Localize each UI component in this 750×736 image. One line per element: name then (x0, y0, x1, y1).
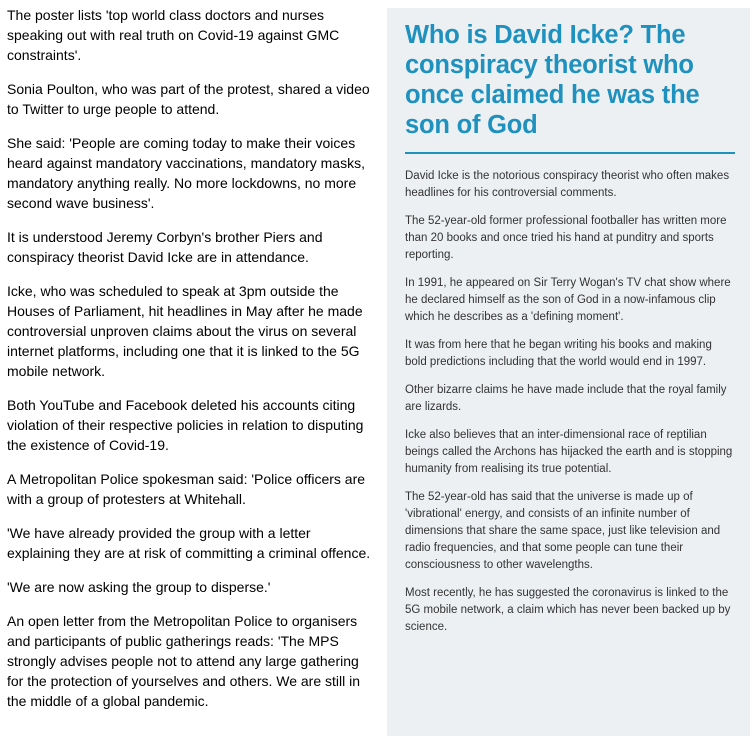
article-paragraph: Icke, who was scheduled to speak at 3pm outside the Houses of Parliament, hit headlines in May after he made controversial unproven claims about the virus on several internet platforms, including one that it is linked to the 5G mobile network. (7, 283, 363, 379)
article-paragraph: 'We have already provided the group with a letter explaining they are at risk of committing a criminal offence. (7, 525, 371, 561)
article-paragraph: The poster lists 'top world class doctors and nurses speaking out with real truth on Covid-19 against GMC constraints'. (7, 7, 340, 63)
article-paragraph: Sonia Poulton, who was part of the protest, shared a video to Twitter to urge people to attend. (7, 81, 370, 117)
article-paragraph: An open letter from the Metropolitan Police to organisers and participants of public gatherings reads: 'The MPS strongly advises people not to attend any large gathering for the protection of yourselves and others. We are still in the middle of a global pandemic. (7, 613, 361, 709)
factbox-paragraph: The 52-year-old has said that the universe is made up of 'vibrational' energy, and consists of an infinite number of dimensions that share the same space, just like television and radio frequencies, and that some people can tune their consciousness to other wavelengths. (405, 491, 721, 571)
factbox-paragraph: Most recently, he has suggested the coronavirus is linked to the 5G mobile network, a claim which has never been backed up by science. (405, 587, 731, 633)
factbox-paragraph: Icke also believes that an inter-dimensional race of reptilian beings called the Archons has hijacked the earth and is stopping humanity from realising its true potential. (405, 429, 733, 475)
factbox-paragraph: It was from here that he began writing his books and making bold predictions including that the world would end in 1997. (405, 339, 712, 368)
factbox (387, 8, 750, 736)
article-paragraph: She said: 'People are coming today to make their voices heard against mandatory vaccinations, mandatory masks, mandatory anything really. No more lockdowns, no more second wave business'. (7, 135, 365, 211)
factbox-title: Who is David Icke? The conspiracy theorist who once claimed he was the son of God (405, 21, 700, 139)
article-paragraph: Both YouTube and Facebook deleted his accounts citing violation of their respective policies in relation to disputing the existence of Covid-19. (7, 397, 364, 453)
factbox-paragraph: The 52-year-old former professional footballer has written more than 20 books and once tried his hand at punditry and sports reporting. (405, 215, 727, 261)
factbox-divider (405, 152, 735, 154)
factbox-paragraph: Other bizarre claims he have made include that the royal family are lizards. (405, 384, 727, 413)
article-paragraph: 'We are now asking the group to disperse.' (7, 579, 271, 595)
article-paragraph: It is understood Jeremy Corbyn's brother Piers and conspiracy theorist David Icke are in attendance. (7, 229, 323, 265)
article-body (7, 5, 377, 725)
article-paragraph: A Metropolitan Police spokesman said: 'Police officers are with a group of protesters at Whitehall. (7, 471, 366, 507)
factbox-paragraph: David Icke is the notorious conspiracy theorist who often makes headlines for his controversial comments. (405, 170, 730, 199)
factbox-paragraph: In 1991, he appeared on Sir Terry Wogan's TV chat show where he declared himself as the son of God in a now-infamous clip which he describes as a 'defining moment'. (405, 277, 731, 323)
